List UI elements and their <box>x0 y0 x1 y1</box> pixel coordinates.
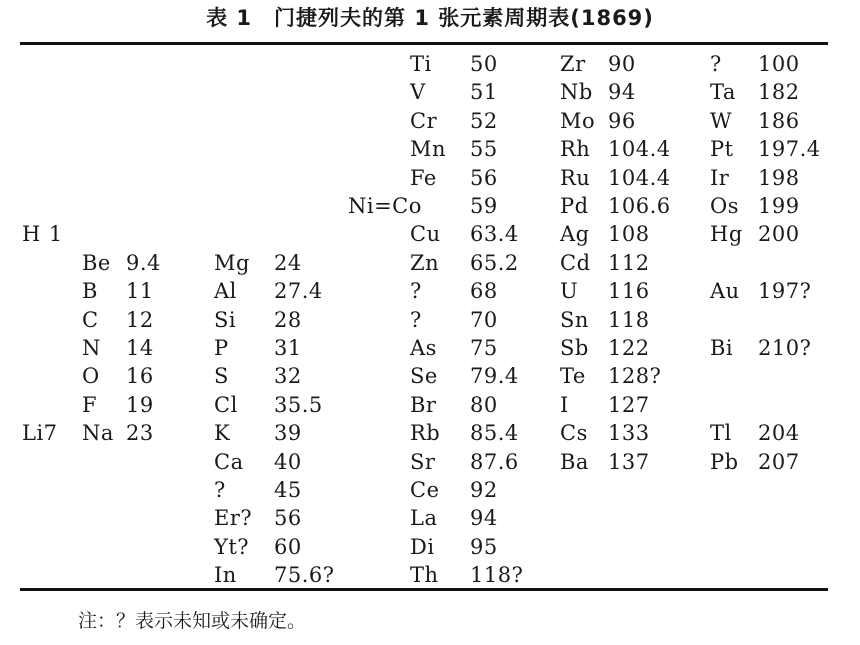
element-symbol: Si <box>214 307 237 332</box>
atomic-weight: 104.4 <box>608 137 671 162</box>
element-symbol: P <box>214 336 229 360</box>
element-cell <box>710 220 800 248</box>
element-symbol: Ce <box>410 478 440 502</box>
atomic-weight: 79.4 <box>470 364 519 389</box>
element-symbol: H <box>22 222 41 247</box>
atomic-weight: 100 <box>758 52 800 76</box>
atomic-weight: 186 <box>758 108 800 133</box>
element-cell <box>710 164 800 192</box>
element-symbol: Yt? <box>214 534 250 559</box>
element-cell <box>82 391 154 419</box>
element-symbol: Fe <box>410 165 437 190</box>
element-cell <box>710 135 821 163</box>
element-cell <box>410 448 519 476</box>
element-symbol: B <box>82 279 98 304</box>
element-cell <box>710 419 800 447</box>
atomic-weight: 94 <box>470 506 498 531</box>
element-symbol: Ir <box>710 165 730 190</box>
element-symbol: Mg <box>214 250 250 275</box>
element-symbol: N <box>82 336 101 360</box>
atomic-weight: 39 <box>274 421 302 446</box>
atomic-weight: 31 <box>274 336 302 360</box>
element-symbol: Cr <box>410 108 438 133</box>
atomic-weight: 182 <box>758 80 800 105</box>
element-cell <box>560 164 671 192</box>
element-cell <box>410 107 498 135</box>
atomic-weight: 23 <box>126 421 154 446</box>
element-symbol: S <box>214 364 229 389</box>
element-symbol: Ti <box>410 52 432 76</box>
atomic-weight: 63.4 <box>470 222 519 247</box>
atomic-weight: 56 <box>274 506 302 531</box>
atomic-weight: 106.6 <box>608 194 671 218</box>
atomic-weight: 52 <box>470 108 498 133</box>
element-symbol: Os <box>710 194 739 218</box>
table-title: 表 1 门捷列夫的第 1 张元素周期表(1869) <box>206 6 654 30</box>
element-symbol: W <box>710 108 733 133</box>
element-cell <box>410 135 498 163</box>
atomic-weight: 50 <box>470 52 498 76</box>
element-symbol: In <box>214 563 237 588</box>
atomic-weight: 68 <box>470 279 498 304</box>
atomic-weight: 14 <box>126 336 154 360</box>
element-cell <box>560 107 636 135</box>
element-cell <box>410 164 498 192</box>
element-symbol: V <box>410 80 426 105</box>
atomic-weight: 96 <box>608 108 636 133</box>
element-symbol: K <box>214 421 231 446</box>
element-cell <box>214 419 302 447</box>
element-symbol: Sr <box>410 449 436 474</box>
element-cell <box>560 334 650 362</box>
atomic-weight: 94 <box>608 80 636 105</box>
element-symbol: Th <box>410 563 439 588</box>
element-cell <box>82 249 161 277</box>
element-symbol: Cl <box>214 392 238 417</box>
element-cell <box>214 249 302 277</box>
atomic-weight: 210? <box>758 336 812 360</box>
atomic-weight: 55 <box>470 137 498 162</box>
atomic-weight: 19 <box>126 392 154 417</box>
element-cell <box>710 448 800 476</box>
element-symbol: Cs <box>560 421 588 446</box>
footnote: 注：？表示未知或未确定。 <box>78 610 307 632</box>
atomic-weight: 137 <box>608 449 650 474</box>
element-cell <box>560 192 671 220</box>
atomic-weight: 1 <box>48 222 63 247</box>
element-symbol: O <box>82 364 100 389</box>
element-symbol: ? <box>410 279 422 304</box>
element-symbol: Tl <box>710 421 732 446</box>
element-cell <box>410 419 519 447</box>
element-cell <box>214 277 323 305</box>
element-symbol: ? <box>410 307 422 332</box>
element-symbol: Al <box>214 279 237 304</box>
atomic-weight: 118? <box>470 563 524 588</box>
element-cell <box>82 306 154 334</box>
element-cell <box>560 448 650 476</box>
element-cell <box>214 504 302 532</box>
element-cell <box>214 561 335 589</box>
atomic-weight: 12 <box>126 307 154 332</box>
atomic-weight: 197.4 <box>758 137 821 162</box>
element-cell <box>82 277 154 305</box>
element-symbol: Pt <box>710 137 734 162</box>
atomic-weight: 59 <box>470 194 498 218</box>
element-cell <box>410 504 498 532</box>
element-symbol: Cu <box>410 222 441 247</box>
element-symbol: Ba <box>560 449 589 474</box>
atomic-weight: 85.4 <box>470 421 519 446</box>
atomic-weight: 108 <box>608 222 650 247</box>
atomic-weight: 16 <box>126 364 154 389</box>
element-cell <box>22 220 63 248</box>
atomic-weight: 27.4 <box>274 279 323 304</box>
element-cell <box>214 306 302 334</box>
element-cell <box>710 277 811 305</box>
atomic-weight: 70 <box>470 307 498 332</box>
atomic-weight: 199 <box>758 194 800 218</box>
element-cell <box>560 78 636 106</box>
atomic-weight: 51 <box>470 80 498 105</box>
element-cell <box>710 78 800 106</box>
element-cell <box>560 419 650 447</box>
atomic-weight: 9.4 <box>126 250 161 275</box>
element-symbol: U <box>560 279 579 304</box>
element-cell <box>410 334 498 362</box>
element-cell <box>410 78 498 106</box>
element-cell <box>410 476 498 504</box>
element-cell <box>214 476 302 504</box>
bottom-rule <box>20 588 828 591</box>
element-symbol: Pd <box>560 194 589 218</box>
element-cell <box>82 334 154 362</box>
element-symbol: ? <box>214 478 226 502</box>
element-cell <box>22 419 58 447</box>
atomic-weight: 56 <box>470 165 498 190</box>
atomic-weight: 95 <box>470 534 498 559</box>
element-cell <box>214 391 323 419</box>
atomic-weight: 7 <box>43 421 58 446</box>
atomic-weight: 35.5 <box>274 392 323 417</box>
atomic-weight: 133 <box>608 421 650 446</box>
element-symbol: Hg <box>710 222 743 247</box>
atomic-weight: 204 <box>758 421 800 446</box>
element-symbol: Be <box>82 250 111 275</box>
atomic-weight: 60 <box>274 534 302 559</box>
atomic-weight: 104.4 <box>608 165 671 190</box>
element-cell <box>560 362 661 390</box>
atomic-weight: 65.2 <box>470 250 519 275</box>
element-cell <box>214 334 302 362</box>
atomic-weight: 122 <box>608 336 650 360</box>
element-symbol: Er? <box>214 506 253 531</box>
atomic-weight: 116 <box>608 279 650 304</box>
atomic-weight: 75 <box>470 336 498 360</box>
element-cell <box>410 561 523 589</box>
element-cell <box>560 306 650 334</box>
atomic-weight: 118 <box>608 307 650 332</box>
element-cell <box>214 448 302 476</box>
element-symbol: Li <box>22 421 44 446</box>
element-cell <box>560 50 636 78</box>
element-cell <box>410 220 519 248</box>
element-symbol: Br <box>410 392 437 417</box>
atomic-weight: 200 <box>758 222 800 247</box>
element-cell <box>410 249 519 277</box>
element-symbol: As <box>410 336 437 360</box>
element-symbol: I <box>560 392 569 417</box>
element-symbol: Ag <box>560 222 590 247</box>
element-symbol: Mo <box>560 108 596 133</box>
element-cell <box>560 277 650 305</box>
element-symbol: Cd <box>560 250 591 275</box>
element-symbol: Pb <box>710 449 739 474</box>
atomic-weight: 92 <box>470 478 498 502</box>
atomic-weight: 127 <box>608 392 650 417</box>
element-symbol: Te <box>560 364 586 389</box>
element-symbol: C <box>82 307 99 332</box>
element-symbol: F <box>82 392 98 417</box>
atomic-weight: 112 <box>608 250 650 275</box>
element-symbol: Nb <box>560 80 593 105</box>
atomic-weight: 32 <box>274 364 302 389</box>
element-cell <box>82 419 154 447</box>
element-symbol: La <box>410 506 438 531</box>
atomic-weight: 198 <box>758 165 800 190</box>
element-cell <box>410 306 498 334</box>
element-symbol: Di <box>410 534 435 559</box>
atomic-weight: 40 <box>274 449 302 474</box>
element-cell <box>410 533 498 561</box>
element-symbol: Rb <box>410 421 441 446</box>
atomic-weight: 75.6? <box>274 563 335 588</box>
element-symbol: Au <box>710 279 740 304</box>
element-symbol: Ni=Co <box>348 194 422 218</box>
atomic-weight: 90 <box>608 52 636 76</box>
element-cell <box>710 107 800 135</box>
element-cell <box>214 362 302 390</box>
atomic-weight: 11 <box>126 279 154 304</box>
element-symbol: Ru <box>560 165 591 190</box>
element-cell <box>560 135 671 163</box>
element-cell <box>560 391 650 419</box>
atomic-weight: 28 <box>274 307 302 332</box>
atomic-weight: 24 <box>274 250 302 275</box>
element-symbol: Na <box>82 421 114 446</box>
element-cell <box>560 220 650 248</box>
element-cell <box>710 50 800 78</box>
element-symbol: Ta <box>710 80 736 105</box>
element-symbol: ? <box>710 52 722 76</box>
element-cell <box>214 533 302 561</box>
element-symbol: Sn <box>560 307 589 332</box>
element-cell <box>560 249 650 277</box>
element-cell <box>710 192 800 220</box>
element-symbol: Se <box>410 364 438 389</box>
element-symbol: Ca <box>214 449 244 474</box>
element-symbol: Sb <box>560 336 589 360</box>
element-symbol: Zn <box>410 250 440 275</box>
atomic-weight: 80 <box>470 392 498 417</box>
atomic-weight: 207 <box>758 449 800 474</box>
atomic-weight: 45 <box>274 478 302 502</box>
atomic-weight: 197? <box>758 279 812 304</box>
atomic-weight: 128? <box>608 364 662 389</box>
element-cell <box>410 362 519 390</box>
element-cell <box>348 192 498 220</box>
element-cell <box>82 362 154 390</box>
element-symbol: Mn <box>410 137 447 162</box>
element-cell <box>410 391 498 419</box>
element-cell <box>410 50 498 78</box>
atomic-weight: 87.6 <box>470 449 519 474</box>
element-symbol: Bi <box>710 336 734 360</box>
element-symbol: Zr <box>560 52 586 76</box>
element-cell <box>410 277 498 305</box>
element-symbol: Rh <box>560 137 591 162</box>
element-cell <box>710 334 811 362</box>
